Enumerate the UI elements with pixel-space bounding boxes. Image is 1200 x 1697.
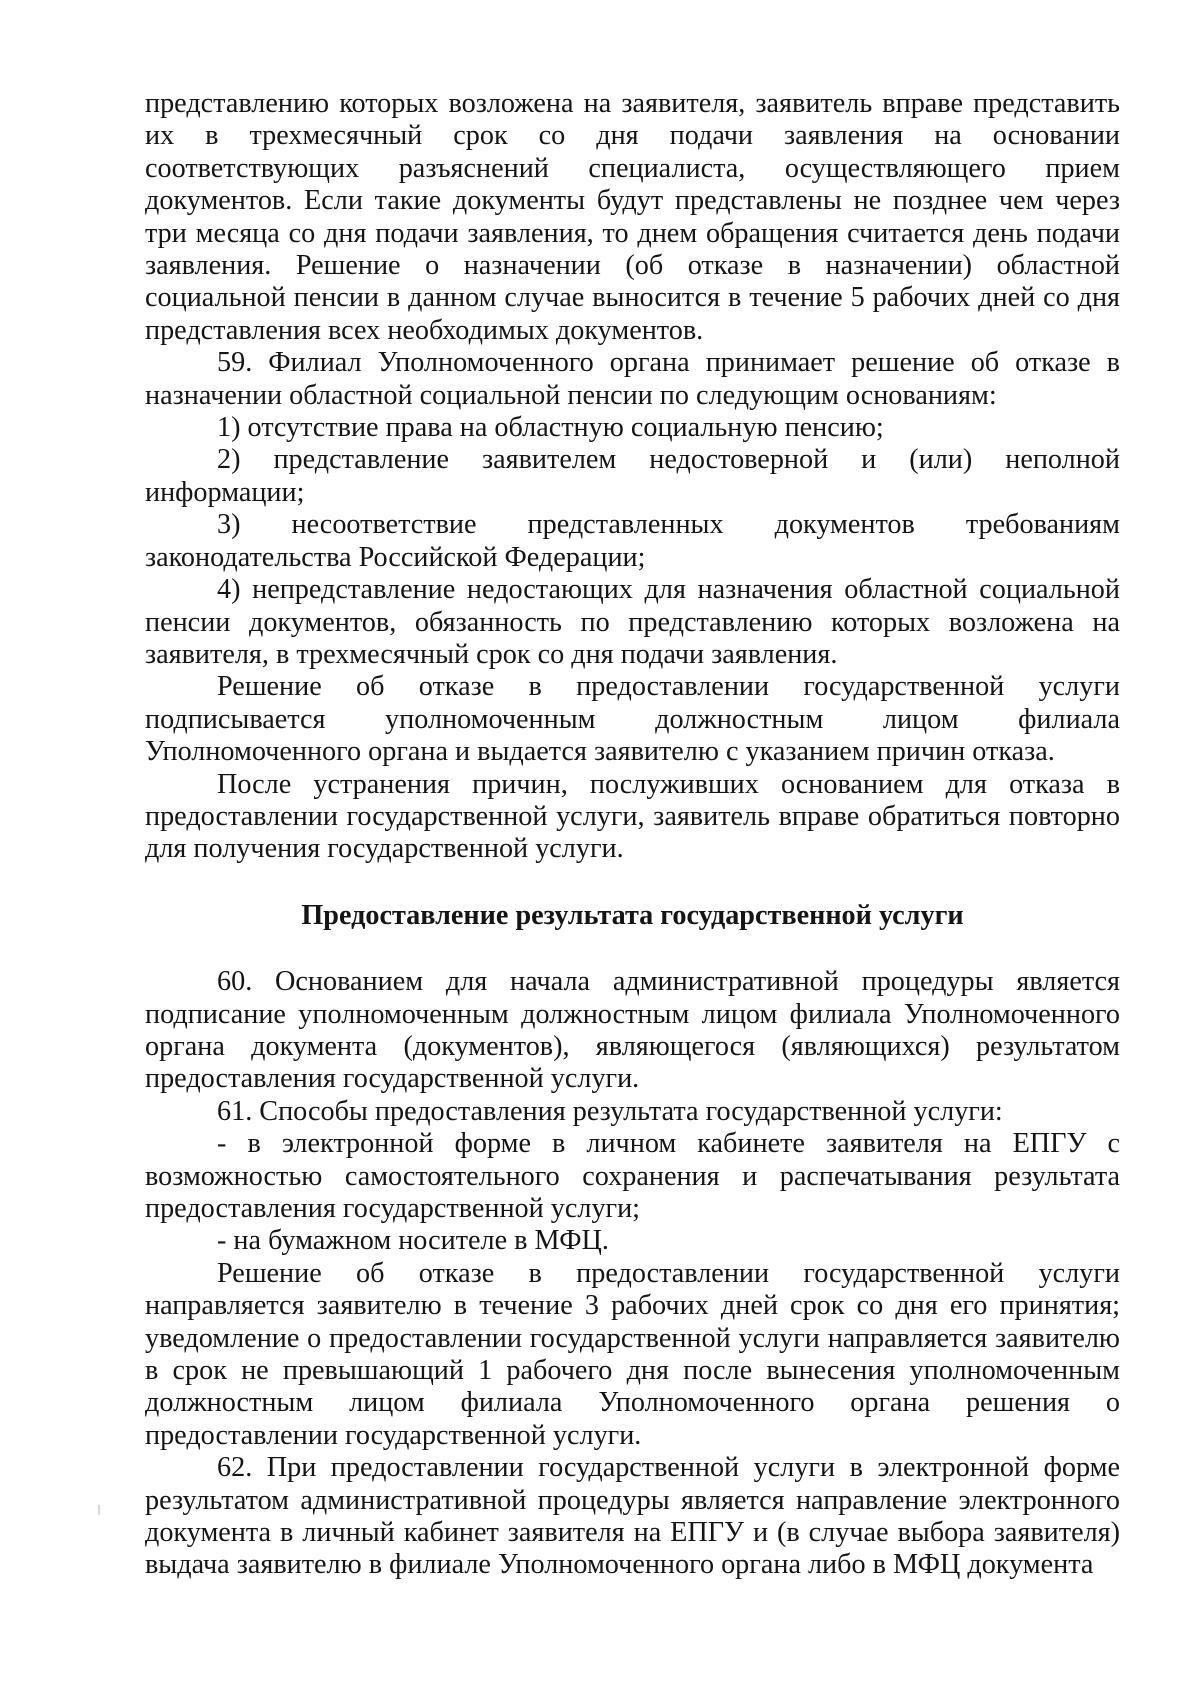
- paragraph-item-62: 62. При предоставлении государственной услуги в электронной форме результатом административной процедуры является направление электронного документа в личный кабинет заявителя на ЕПГУ и (в случае выбора заявителя) выдача заявителю в филиале Уполномоченного органа либо в МФЦ документа: [145, 1452, 1120, 1581]
- paragraph-notification: Решение об отказе в предоставлении государственной услуги направляется заявителю в течение 3 рабочих дней срок со дня его принятия; уведомление о предоставлении государственной услуги направляется заявителю в срок не превышающий 1 рабочего дня после вынесения уполномоченным должностным лицом филиала Уполномоченного органа решения о предоставлении государственной услуги.: [145, 1257, 1120, 1451]
- list-item-4: 4) непредставление недостающих для назначения областной социальной пенсии документов, обязанность по представлению которых возложена на заявителя, в трехмесячный срок со дня подачи заявления.: [145, 574, 1120, 670]
- paragraph-item-61: 61. Способы предоставления результата государственной услуги:: [217, 1095, 1003, 1127]
- list-item-3: 3) несоответствие представленных документов требованиям законодательства Российской Федерации;: [145, 509, 1120, 573]
- list-item-electronic: - в электронной форме в личном кабинете заявителя на ЕПГУ с возможностью самостоятельного сохранения и распечатывания результата предоставления государственной услуги;: [145, 1128, 1120, 1224]
- paragraph-reapply: После устранения причин, послуживших основанием для отказа в предоставлении государственной услуги, заявитель вправе обратиться повторно для получения государственной услуги.: [145, 768, 1120, 865]
- document-page: [145, 88, 1120, 1582]
- list-item-1: 1) отсутствие права на областную социальную пенсию;: [217, 412, 884, 444]
- list-item-2: 2) представление заявителем недостоверной и (или) неполной информации;: [145, 444, 1120, 508]
- paragraph-item-60: 60. Основанием для начала административной процедуры является подписание уполномоченным должностным лицом филиала Уполномоченного органа документа (документов), являющегося (являющихся) результатом предоставления государственной услуги.: [145, 966, 1120, 1095]
- list-item-paper: - на бумажном носителе в МФЦ.: [217, 1225, 609, 1257]
- paragraph-refusal-decision: Решение об отказе в предоставлении государственной услуги подписывается уполномоченным должностным лицом филиала Уполномоченного органа и выдается заявителю с указанием причин отказа.: [145, 671, 1120, 768]
- scan-margin-mark: [98, 1505, 100, 1515]
- section-heading: Предоставление результата государственной услуги: [301, 899, 964, 931]
- paragraph-continuation: представлению которых возложена на заявителя, заявитель вправе представить их в трехмесячный срок со дня подачи заявления на основании соответствующих разъяснений специалиста, осуществляющего прием документов. Если такие документы будут представлены не позднее чем через три месяца со дня подачи заявления, то днем обращения считается день подачи заявления. Решение о назначении (об отказе в назначении) областной социальной пенсии в данном случае выносится в течение 5 рабочих дней со дня представления всех необходимых документов.: [145, 88, 1120, 346]
- paragraph-item-59: 59. Филиал Уполномоченного органа принимает решение об отказе в назначении областной социальной пенсии по следующим основаниям:: [145, 347, 1120, 411]
